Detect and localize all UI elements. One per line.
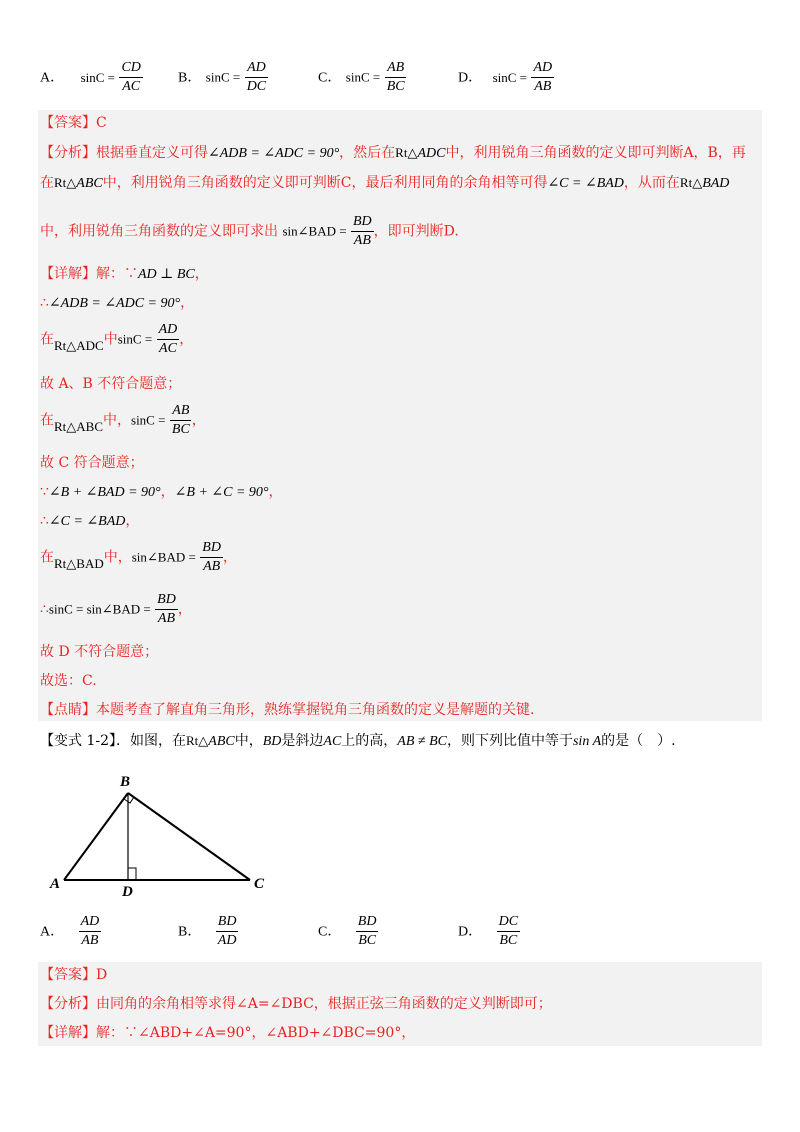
triangle-figure — [40, 762, 280, 902]
side-ab — [64, 793, 128, 880]
detail-line-12: 故选：C. — [40, 673, 97, 689]
vertex-label-d: D — [122, 884, 133, 900]
side-bc — [128, 793, 250, 880]
analysis-line-1: 【分析】根据垂直定义可得∠ADB = ∠ADC = 90°，然后在Rt△ADC中，利用锐角三角函数的定义即可判断A，B，再 — [40, 145, 746, 161]
question-2-stem: 【变式 1-2】．如图，在Rt△ABC中，BD是斜边AC上的高，AB ≠ BC，则下列比值中等于sin A的是（ ）. — [40, 733, 676, 749]
vertex-label-b: B — [120, 774, 131, 790]
detail-line-9: 在Rt△BAD中，sin∠BAD = $\frac{BD}{AB}$ ， — [40, 540, 237, 574]
q1-option-a: A． sinC = $\frac{CD}{AC}$ — [40, 60, 141, 94]
fraction: $\frac{AD}{DC}$ — [246, 60, 267, 94]
detail-line-6: 故 C 符合题意； — [40, 455, 144, 471]
fraction: $\frac{CD}{AC}$ — [121, 60, 141, 94]
vertex-label-c: C — [254, 876, 265, 892]
fraction: $\frac{AD}{AB}$ — [80, 914, 100, 948]
answer-2: 【答案】D — [40, 967, 108, 983]
q2-option-b: B． $\frac{BD}{AD}$ — [178, 914, 237, 948]
detail-2: 【详解】解：∵∠ABD+∠A=90°，∠ABD+∠DBC=90°， — [40, 1025, 416, 1041]
q1-option-d: D． sinC = $\frac{AD}{AB}$ — [458, 60, 553, 94]
analysis-line-3: 中，利用锐角三角函数的定义即可求出 sin∠BAD = $\frac{BD}{AB}$ ，即可判断D. — [40, 214, 459, 248]
detail-line-8: ∴∠C = ∠BAD， — [40, 513, 140, 529]
fraction: $\frac{DC}{BC}$ — [498, 914, 519, 948]
detail-line-5: 在Rt△ABC中，sinC = $\frac{AB}{BC}$ ， — [40, 403, 206, 437]
detail-line-10: ∴sinC = sin∠BAD = $\frac{BD}{AB}$ ， — [40, 592, 192, 626]
fraction: $\frac{BD}{AD}$ — [217, 914, 237, 948]
detail-line-3: 在Rt△ADC中sinC = $\frac{AD}{AC}$ ， — [40, 322, 194, 356]
fraction: $\frac{AD}{AC}$ — [158, 322, 178, 356]
right-angle-mark-d — [128, 868, 136, 880]
fraction: $\frac{BD}{AB}$ — [157, 592, 176, 626]
detail-line-7: ∵∠B + ∠BAD = 90°，∠B + ∠C = 90°， — [40, 484, 283, 500]
q2-option-a: A． $\frac{AD}{AB}$ — [40, 914, 100, 948]
comment-1: 【点睛】本题考查了解直角三角形，熟练掌握锐角三角函数的定义是解题的关键. — [40, 702, 535, 718]
analysis-line-2: 在Rt△ABC中，利用锐角三角函数的定义即可判断C，最后利用同角的余角相等可得∠C = ∠BAD，从而在Rt△BAD — [40, 175, 730, 191]
fraction: $\frac{BD}{AB}$ — [353, 214, 372, 248]
detail-line-2: ∴∠ADB = ∠ADC = 90°， — [40, 295, 195, 311]
q2-option-d: D． $\frac{DC}{BC}$ — [458, 914, 519, 948]
fraction: $\frac{BD}{BC}$ — [357, 914, 377, 948]
detail-line-11: 故 D 不符合题意； — [40, 644, 159, 660]
q1-option-b: B． sinC = $\frac{AD}{DC}$ — [178, 60, 267, 94]
fraction: $\frac{AB}{BC}$ — [386, 60, 405, 94]
detail-line-1: 【详解】解：∵AD ⊥ BC， — [40, 266, 209, 282]
q1-option-c: C． sinC = $\frac{AB}{BC}$ — [318, 60, 405, 94]
q2-option-c: C． $\frac{BD}{BC}$ — [318, 914, 377, 948]
vertex-label-a: A — [50, 876, 61, 892]
fraction: $\frac{AB}{BC}$ — [171, 403, 190, 437]
fraction: $\frac{AD}{AB}$ — [533, 60, 553, 94]
detail-line-4: 故 A、B 不符合题意； — [40, 376, 182, 392]
answer-1: 【答案】C — [40, 115, 107, 131]
analysis-2: 【分析】由同角的余角相等求得∠A=∠DBC，根据正弦三角函数的定义判断即可； — [40, 996, 552, 1012]
fraction: $\frac{BD}{AB}$ — [202, 540, 221, 574]
